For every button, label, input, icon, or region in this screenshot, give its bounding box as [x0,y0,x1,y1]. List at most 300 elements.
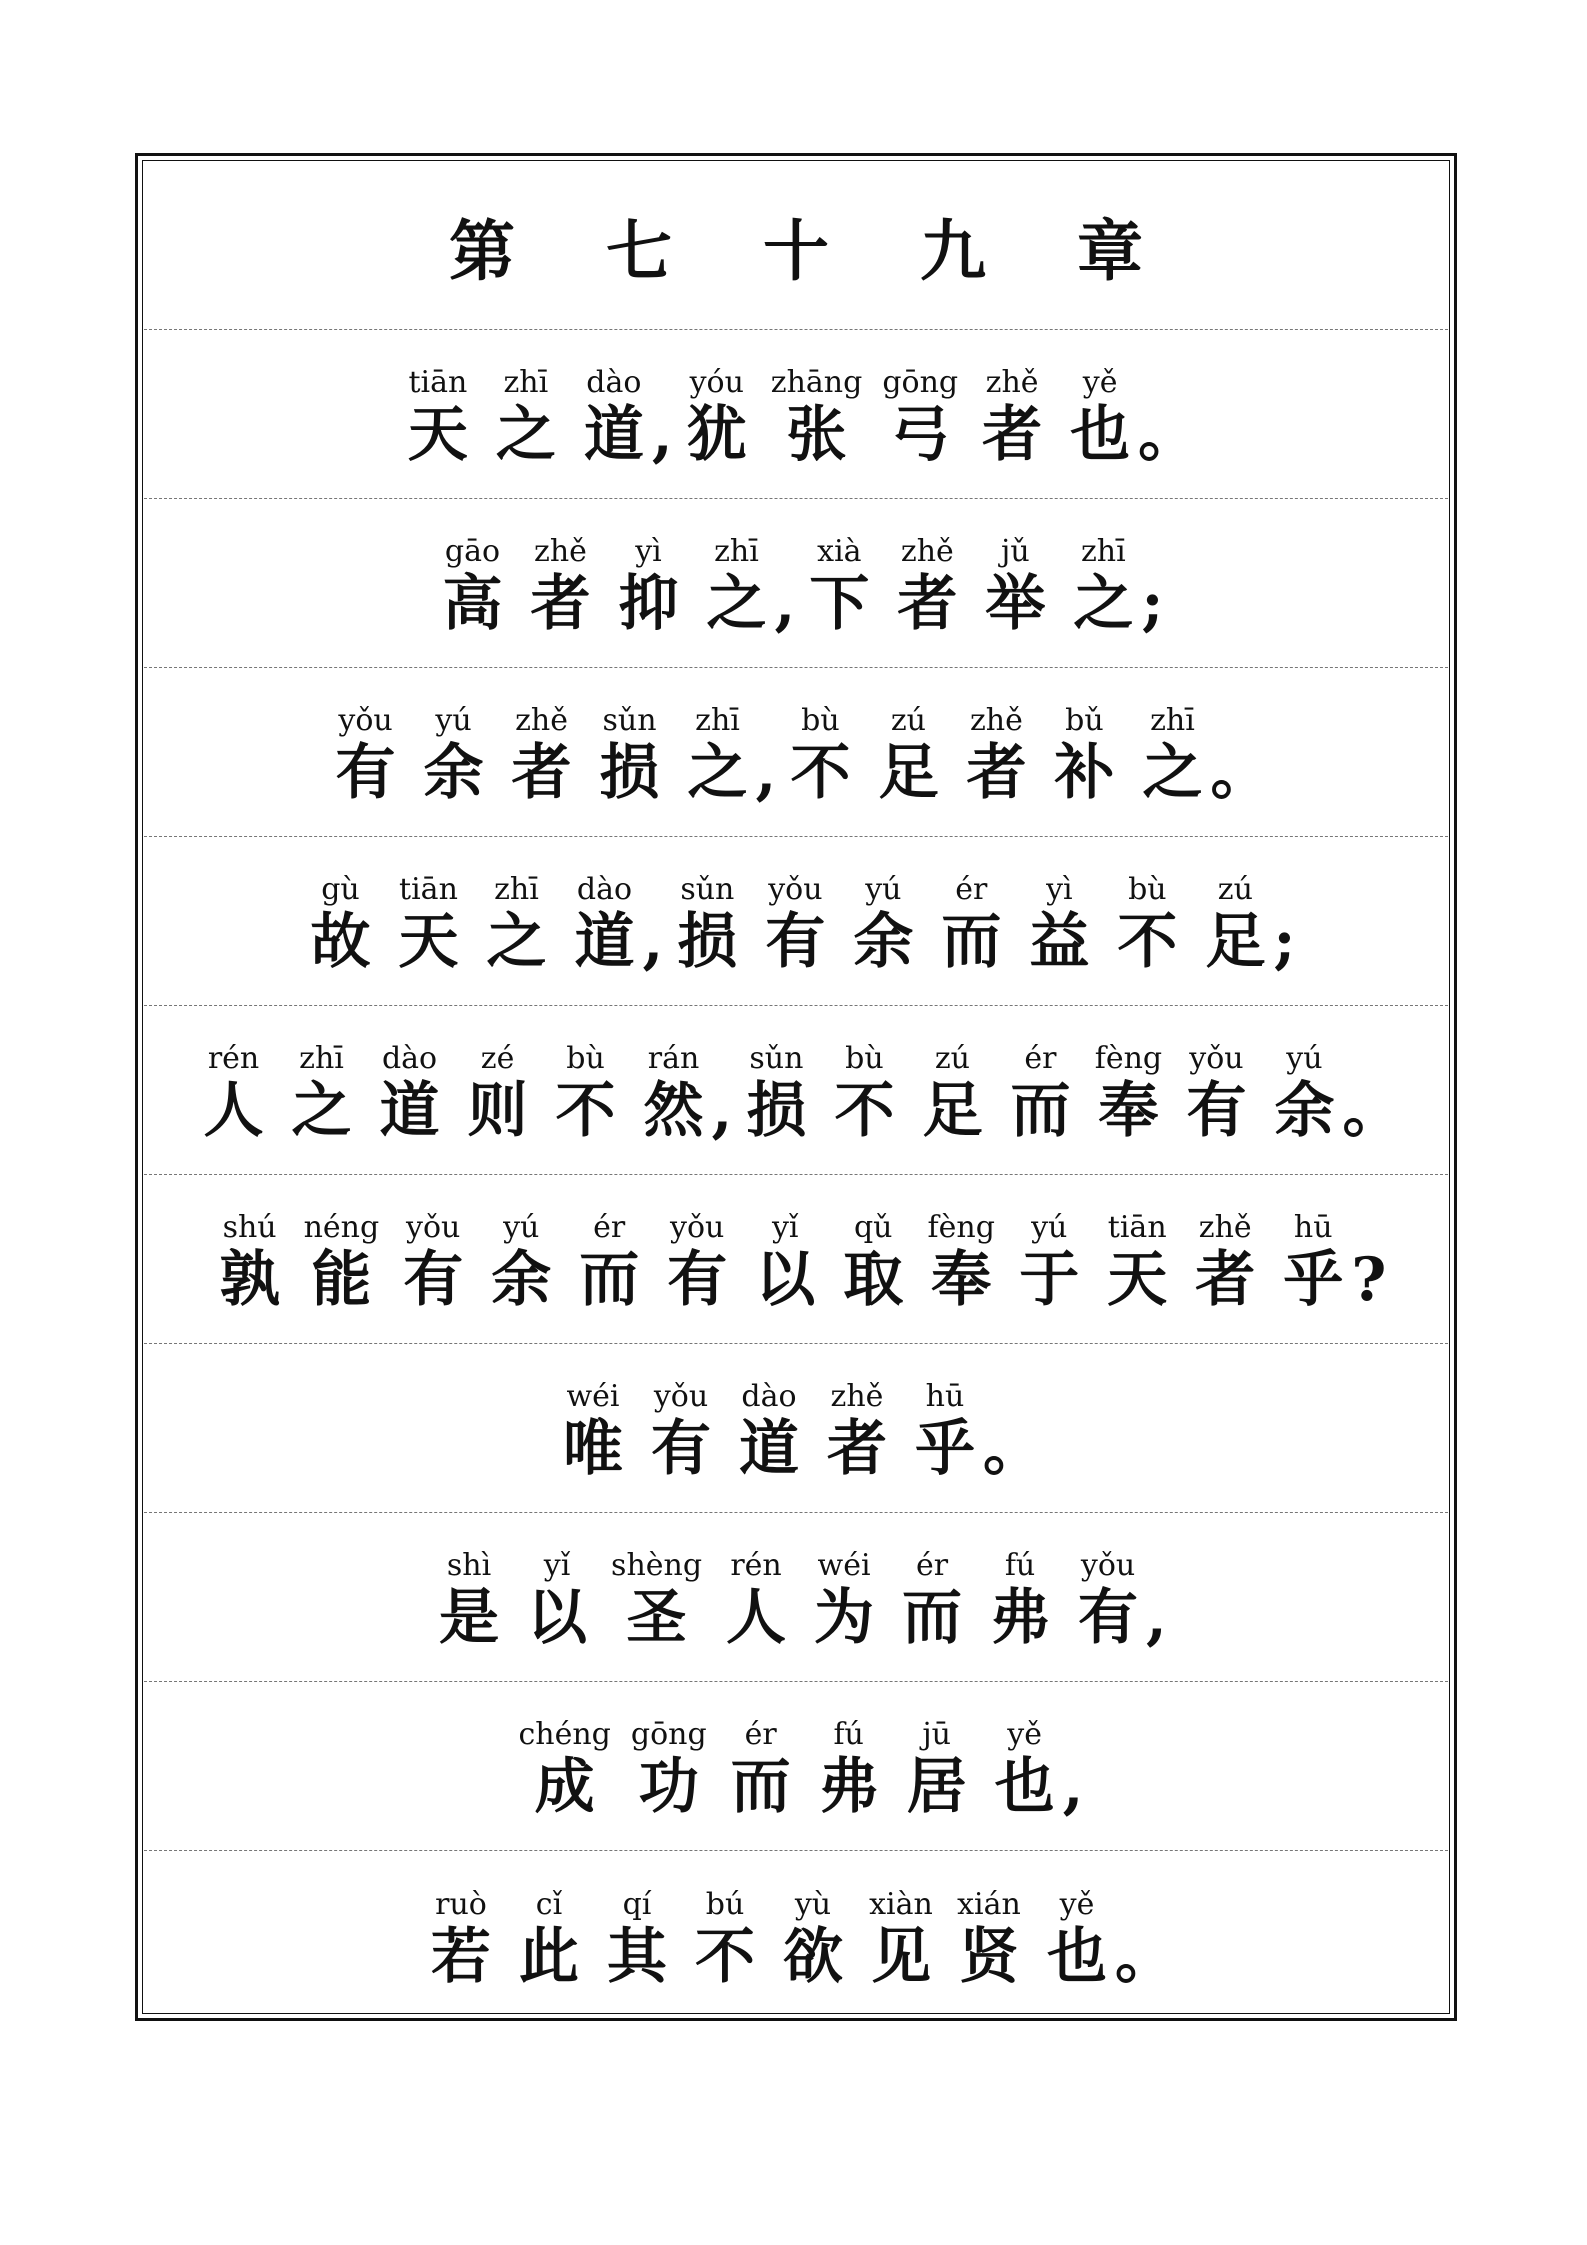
character-with-pinyin [761,872,829,976]
hanzi: 乎 [1283,1245,1344,1315]
verse-line [144,1006,1448,1175]
punctuation: ? [1351,1245,1387,1315]
hanzi: 下 [809,569,870,639]
hanzi: 而 [941,907,1002,977]
punctuation: 。 [1115,1921,1175,1992]
pinyin: dào [381,1041,438,1076]
character-with-pinyin [771,365,863,469]
pinyin: gōng [630,1717,707,1752]
hanzi: 者 [966,738,1027,808]
pinyin: yú [503,1210,540,1245]
verse-line-text [428,528,1163,638]
character-with-pinyin [1025,872,1093,976]
punctuation: ; [1273,907,1296,977]
hanzi: 天 [1107,1245,1168,1315]
character-with-pinyin [1279,1210,1347,1314]
verse-line-text [296,866,1295,976]
character-with-pinyin [882,365,958,469]
character-with-pinyin [492,365,560,469]
pinyin: cǐ [535,1886,563,1922]
pinyin: qí [622,1886,652,1922]
verse-line [144,499,1448,668]
pinyin: fú [833,1717,864,1752]
pinyin: zú [890,703,926,738]
pinyin: zhě [900,534,954,569]
character-with-pinyin [893,534,961,638]
hanzi: 之 [706,569,767,639]
punctuation: , [642,907,664,977]
punctuation: , [651,400,673,470]
pinyin: rán [647,1041,700,1076]
pinyin: gōng [882,365,959,400]
pinyin: zhě [985,365,1039,400]
pinyin: jǔ [1001,534,1030,569]
character-with-pinyin [508,703,576,807]
character-with-pinyin [981,534,1049,638]
hanzi: 足 [922,1076,983,1146]
pinyin: ér [744,1717,777,1752]
pinyin: bú [705,1886,745,1922]
hanzi: 不 [834,1076,895,1146]
verse-line-text [394,359,1198,469]
pinyin: zé [480,1041,515,1076]
hanzi: 足 [1205,907,1266,977]
pinyin: ruò [435,1886,487,1922]
hanzi: 有 [667,1245,728,1315]
character-with-pinyin [394,872,462,976]
hanzi: 而 [902,1583,963,1653]
pinyin: dào [741,1379,797,1414]
hanzi: 有 [403,1245,464,1315]
hanzi: 是 [439,1583,500,1653]
verse-line-text [549,1373,1043,1483]
punctuation: , [774,569,796,639]
hanzi: 余 [423,738,484,808]
pinyin: zhī [1150,703,1195,738]
text-sheet [144,162,1448,2012]
hanzi: 而 [1010,1076,1071,1146]
character-with-pinyin [427,1887,495,1991]
verse-line-text [190,1035,1403,1145]
hanzi: 犹 [686,400,747,470]
character-with-pinyin [810,1548,878,1652]
hanzi: 者 [1195,1245,1256,1315]
character-with-pinyin [1103,1210,1171,1314]
pinyin: ér [593,1210,626,1245]
pinyin: fú [1004,1548,1036,1583]
pinyin: ér [1024,1041,1057,1076]
character-with-pinyin [1015,1210,1083,1314]
hanzi: 唯 [563,1414,623,1484]
hanzi: 奉 [1098,1076,1159,1146]
pinyin: zhě [969,703,1023,738]
pinyin: tiān [408,365,468,400]
character-with-pinyin [839,1210,907,1314]
hanzi: 之 [1073,569,1134,639]
character-with-pinyin [867,1887,935,1991]
pinyin: yì [635,534,662,569]
hanzi: 道 [574,907,635,977]
character-with-pinyin [684,703,752,807]
verse-line-text [322,697,1271,807]
pinyin: chéng [518,1717,611,1752]
hanzi: 故 [310,907,371,977]
hanzi: 功 [638,1752,699,1822]
pinyin: ér [955,872,988,907]
character-with-pinyin [435,1548,503,1652]
hanzi: 以 [527,1583,588,1653]
character-with-pinyin [1006,1041,1074,1145]
hanzi: 高 [442,569,503,639]
character-with-pinyin [1043,1887,1111,1991]
character-with-pinyin [823,1379,891,1483]
character-with-pinyin [487,1210,555,1314]
character-with-pinyin [978,365,1046,469]
pinyin: yù [794,1886,832,1922]
pinyin: zhāng [770,365,863,400]
character-with-pinyin [874,703,942,807]
hanzi: 之 [486,907,547,977]
pinyin: fèng [927,1210,995,1245]
hanzi: 者 [982,400,1043,470]
pinyin: dào [576,872,633,907]
character-with-pinyin [438,534,506,638]
pinyin: hū [925,1379,965,1414]
punctuation: , [711,1076,733,1146]
pinyin: yǒu [653,1379,709,1414]
character-with-pinyin [482,872,550,976]
hanzi: 也 [994,1752,1055,1822]
hanzi: 之 [291,1076,352,1146]
hanzi: 弗 [818,1752,879,1822]
pinyin: yú [1031,1210,1068,1245]
character-with-pinyin [742,1041,810,1145]
pinyin: yú [865,872,902,907]
pinyin: dào [586,365,642,400]
punctuation: ; [1141,569,1164,639]
hanzi: 若 [431,1921,491,1992]
verse-lines [144,330,1448,2020]
character-with-pinyin [518,1717,610,1821]
pinyin: bǔ [1065,703,1104,738]
character-with-pinyin [1270,1041,1338,1145]
hanzi: 道 [739,1414,799,1484]
hanzi: 天 [398,907,459,977]
hanzi: 圣 [626,1583,687,1653]
hanzi: 有 [651,1414,711,1484]
pinyin: ér [915,1548,949,1583]
pinyin: néng [303,1210,380,1245]
character-with-pinyin [200,1041,268,1145]
character-with-pinyin [306,872,374,976]
character-with-pinyin [849,872,917,976]
character-with-pinyin [1050,703,1118,807]
pinyin: bù [845,1041,884,1076]
hanzi: 天 [407,400,468,470]
character-with-pinyin [815,1717,883,1821]
pinyin: yě [1059,1886,1095,1922]
hanzi: 贤 [959,1921,1019,1992]
pinyin: qǔ [853,1210,893,1245]
character-with-pinyin [1191,1210,1259,1314]
character-with-pinyin [986,1548,1054,1652]
pinyin: yǒu [1189,1041,1244,1076]
character-with-pinyin [918,1041,986,1145]
pinyin: zú [1217,872,1253,907]
verse-line [144,1682,1448,1851]
pinyin: yǒu [406,1210,461,1245]
hanzi: 损 [599,738,660,808]
character-with-pinyin [927,1210,995,1314]
pinyin: yǒu [1080,1548,1136,1583]
pinyin: xián [957,1886,1021,1922]
hanzi: 孰 [219,1245,280,1315]
title-row [144,162,1448,330]
character-with-pinyin [727,1717,795,1821]
pinyin: yǐ [543,1548,571,1583]
hanzi: 足 [878,738,939,808]
character-with-pinyin [464,1041,532,1145]
hanzi: 然 [643,1076,704,1146]
hanzi: 损 [746,1076,807,1146]
hanzi: 者 [897,569,958,639]
hanzi: 有 [765,907,826,977]
pinyin: xiàn [869,1886,933,1922]
pinyin: jū [922,1717,951,1752]
hanzi: 抑 [618,569,679,639]
pinyin: hū [1293,1210,1333,1245]
character-with-pinyin [1138,703,1206,807]
hanzi: 也 [1047,1921,1107,1992]
pinyin: zhě [830,1379,884,1414]
chapter-title: 第 七 十 九 章 [449,212,1177,290]
character-with-pinyin [779,1887,847,1991]
hanzi: 也 [1070,400,1131,470]
character-with-pinyin [1074,1548,1142,1652]
pinyin: yě [1007,1717,1042,1752]
character-with-pinyin [376,1041,444,1145]
hanzi: 不 [1117,907,1178,977]
hanzi: 见 [871,1921,931,1992]
character-with-pinyin [288,1041,356,1145]
character-with-pinyin [751,1210,819,1314]
character-with-pinyin [955,1887,1023,1991]
punctuation: , [1146,1583,1167,1653]
pinyin: yǒu [670,1210,725,1245]
verse-line [144,1513,1448,1682]
pinyin: yǒu [768,872,823,907]
character-with-pinyin [596,703,664,807]
character-with-pinyin [1094,1041,1162,1145]
hanzi: 则 [467,1076,528,1146]
hanzi: 补 [1054,738,1115,808]
hanzi: 能 [311,1245,372,1315]
hanzi: 者 [530,569,591,639]
pinyin: yě [1082,365,1118,400]
pinyin: fèng [1094,1041,1163,1076]
hanzi: 有 [1186,1076,1247,1146]
hanzi: 益 [1029,907,1090,977]
hanzi: 其 [607,1921,667,1992]
hanzi: 余 [491,1245,552,1315]
verse-line [144,1175,1448,1344]
pinyin: zhī [1080,534,1126,569]
punctuation: , [1062,1752,1084,1822]
hanzi: 此 [519,1921,579,1992]
verse-line-text [508,1711,1083,1821]
pinyin: yú [435,703,472,738]
hanzi: 道 [379,1076,440,1146]
punctuation: 。 [1138,400,1199,470]
character-with-pinyin [962,703,1030,807]
verse-line-text [425,1542,1167,1652]
character-with-pinyin [830,1041,898,1145]
pinyin: shì [446,1548,492,1583]
hanzi: 有 [1078,1583,1139,1653]
pinyin: tiān [399,872,458,907]
hanzi: 人 [726,1583,787,1653]
character-with-pinyin [1201,872,1269,976]
character-with-pinyin [722,1548,790,1652]
pinyin: zhě [1198,1210,1252,1245]
pinyin: yì [1046,872,1073,907]
hanzi: 者 [827,1414,887,1484]
character-with-pinyin [1066,365,1134,469]
punctuation: 。 [1342,1076,1403,1146]
hanzi: 居 [906,1752,967,1822]
verse-line-text [417,1881,1175,1991]
hanzi: 道 [583,400,644,470]
character-with-pinyin [515,1887,583,1991]
pinyin: bù [801,703,840,738]
hanzi: 而 [579,1245,640,1315]
hanzi: 张 [786,400,847,470]
pinyin: zhī [494,872,539,907]
character-with-pinyin [805,534,873,638]
character-with-pinyin [552,1041,620,1145]
character-with-pinyin [735,1379,803,1483]
hanzi: 之 [687,738,748,808]
character-with-pinyin [420,703,488,807]
character-with-pinyin [559,1379,627,1483]
pinyin: zú [934,1041,970,1076]
character-with-pinyin [575,1210,643,1314]
hanzi: 以 [755,1245,816,1315]
pinyin: yóu [689,365,744,400]
hanzi: 不 [555,1076,616,1146]
hanzi: 之 [495,400,556,470]
character-with-pinyin [911,1379,979,1483]
character-with-pinyin [663,1210,731,1314]
character-with-pinyin [937,872,1005,976]
verse-line [144,1344,1448,1513]
character-with-pinyin [526,534,594,638]
pinyin: gāo [444,534,501,569]
character-with-pinyin [640,1041,708,1145]
hanzi: 不 [695,1921,755,1992]
hanzi: 奉 [931,1245,992,1315]
hanzi: 余 [853,907,914,977]
character-with-pinyin [702,534,770,638]
verse-line [144,1851,1448,2020]
pinyin: sǔn [602,703,657,738]
pinyin: tiān [1107,1210,1167,1245]
hanzi: 人 [203,1076,264,1146]
character-with-pinyin [570,872,638,976]
character-with-pinyin [691,1887,759,1991]
pinyin: bù [1128,872,1167,907]
pinyin: sǔn [749,1041,804,1076]
character-with-pinyin [991,1717,1059,1821]
pinyin: xià [817,534,862,569]
hanzi: 乎 [915,1414,975,1484]
pinyin: zhě [515,703,568,738]
character-with-pinyin [647,1379,715,1483]
pinyin: zhī [714,534,759,569]
punctuation: , [755,738,777,808]
character-with-pinyin [903,1717,971,1821]
hanzi: 弗 [990,1583,1051,1653]
hanzi: 余 [1274,1076,1335,1146]
character-with-pinyin [1069,534,1137,638]
character-with-pinyin [304,1210,380,1314]
pinyin: yǐ [771,1210,799,1245]
pinyin: zhě [534,534,587,569]
hanzi: 成 [534,1752,595,1822]
hanzi: 者 [511,738,572,808]
pinyin: zhī [503,365,549,400]
character-with-pinyin [332,703,400,807]
punctuation: 。 [1210,738,1271,808]
character-with-pinyin [1113,872,1181,976]
pinyin: wéi [817,1548,871,1583]
hanzi: 欲 [783,1921,843,1992]
pinyin: rén [207,1041,260,1076]
verse-line-text [206,1204,1387,1314]
character-with-pinyin [399,1210,467,1314]
hanzi: 损 [677,907,738,977]
character-with-pinyin [523,1548,591,1652]
pinyin: yǒu [338,703,393,738]
verse-line [144,837,1448,1006]
pinyin: gù [321,872,360,907]
hanzi: 弓 [890,400,951,470]
hanzi: 不 [790,738,851,808]
pinyin: bù [566,1041,605,1076]
pinyin: rén [730,1548,782,1583]
character-with-pinyin [673,872,741,976]
pinyin: wéi [566,1379,620,1414]
character-with-pinyin [580,365,648,469]
character-with-pinyin [603,1887,671,1991]
character-with-pinyin [631,1717,707,1821]
pinyin: zhī [299,1041,344,1076]
verse-line [144,330,1448,499]
hanzi: 举 [985,569,1046,639]
character-with-pinyin [404,365,472,469]
pinyin: shú [222,1210,277,1245]
pinyin: zhī [695,703,740,738]
punctuation: 。 [983,1414,1043,1484]
pinyin: sǔn [680,872,735,907]
hanzi: 为 [814,1583,875,1653]
hanzi: 于 [1019,1245,1080,1315]
pinyin: yú [1286,1041,1323,1076]
hanzi: 而 [730,1752,791,1822]
verse-line [144,668,1448,837]
hanzi: 有 [335,738,396,808]
character-with-pinyin [611,1548,702,1652]
